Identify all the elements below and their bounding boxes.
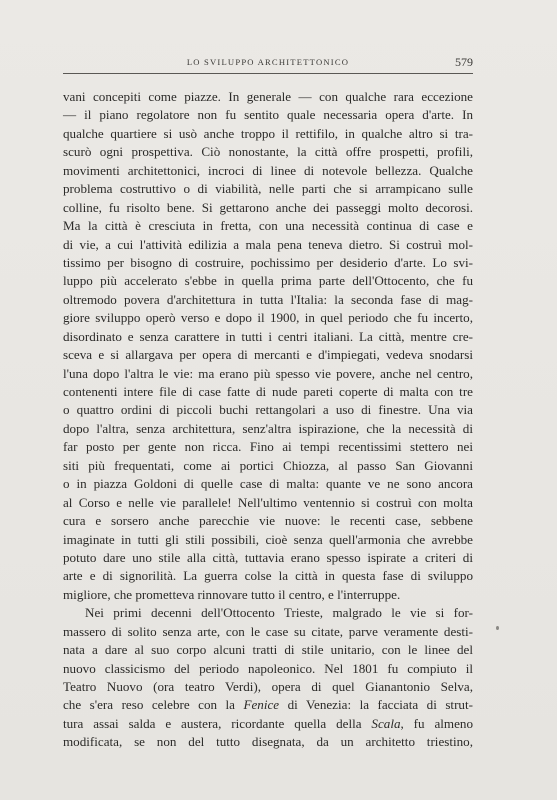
italic-title-scala: Scala bbox=[371, 715, 401, 731]
page-header bbox=[63, 57, 473, 73]
text-line: giore sviluppo operò verso e dopo il 1900, in quel periodo che fu incerto, bbox=[63, 310, 473, 326]
text-fragment: tura assai salda e austera, ricordante quella della bbox=[63, 715, 372, 731]
text-line: siti più frequentati, come ai portici Chiozza, al passo San Giovanni bbox=[63, 457, 473, 473]
text-line: colline, fu risolto bene. Si gettarono anche dei passeggi molto decorosi. bbox=[63, 199, 473, 215]
text-line: tissimo per bisogno di costruire, pochissimo per desiderio d'arte. Lo svi- bbox=[63, 254, 473, 270]
text-fragment: , fu almeno bbox=[400, 715, 473, 731]
text-line-fenice bbox=[63, 696, 473, 714]
page-number: 579 bbox=[455, 55, 473, 69]
paper-speck bbox=[496, 626, 499, 630]
text-line: movimenti architettonici, incroci di linee di notevole bellezza. Qualche bbox=[63, 162, 473, 178]
text-line: — il piano regolatore non fu sentito quale necessaria opera d'arte. In bbox=[63, 107, 473, 123]
text-line: imaginate in tutti gli stili possibili, cioè senza quell'armonia che avrebbe bbox=[63, 531, 473, 547]
text-line: modificata, se non del tutto disegnata, da un architetto triestino, bbox=[63, 734, 473, 750]
text-line: contenenti intere file di case fatte di nude pareti coperte di malta con tre bbox=[63, 384, 473, 399]
text-line: sceva e si allargava per opera di mercanti e d'impiegati, vedeva snodarsi bbox=[63, 347, 473, 363]
header-rule bbox=[63, 73, 473, 74]
text-line: disordinato e senza carattere in tutti i centri italiani. La città, mentre cre- bbox=[63, 328, 473, 344]
text-line: dopo l'altra, senza architettura, senz'altra ispirazione, che la necessità di bbox=[63, 420, 473, 436]
text-line: scurò ogni prospettiva. Ciò nonostante, la città offre prospetti, profili, bbox=[63, 144, 473, 160]
body-text bbox=[63, 88, 473, 752]
text-line: di vie, a cui l'attività edilizia a mala pena teneva dietro. Si costruì mol- bbox=[63, 236, 473, 252]
text-fragment: che s'era reso celebre con la bbox=[63, 697, 244, 713]
text-line: far posto per gente non ricca. Fino ai tempi recentissimi stettero nei bbox=[63, 439, 473, 455]
text-line: oltremodo povera d'architettura in tutta l'Italia: la seconda fase di mag- bbox=[63, 291, 473, 307]
running-title: LO SVILUPPO ARCHITETTONICO bbox=[186, 57, 350, 67]
text-line: massero di solito senza arte, con le case su citate, parve veramente desti- bbox=[63, 623, 473, 639]
text-line: qualche quartiere si usò anche troppo il rettifilo, in qualche altro si tra- bbox=[63, 125, 473, 141]
text-line: cura e sorsero anche parecchie vie nuove: le recenti case, sebbene bbox=[63, 513, 473, 529]
text-line: luppo più accelerato s'ebbe in quella prima parte dell'Ottocento, che fu bbox=[63, 273, 473, 289]
text-line: nata a dare al suo corpo alcuni tratti di stile unitario, con le linee del bbox=[63, 642, 473, 658]
text-line: nuovo classicismo del periodo napoleonico. Nel 1801 fu compiuto il bbox=[63, 660, 473, 676]
paragraph-2 bbox=[63, 604, 473, 752]
text-line: migliore, che prometteva rinnovare tutto il centro, e l'interruppe. bbox=[63, 586, 401, 602]
text-line: vani concepiti come piazze. In generale — con qualche rara eccezione bbox=[63, 89, 473, 104]
text-line: Ma la città è cresciuta in fretta, con una necessità continua di case e bbox=[63, 218, 473, 234]
italic-title-fenice: Fenice bbox=[243, 697, 280, 713]
text-line: problema costruttivo o di viabilità, nelle parti che si arrampicano sulle bbox=[63, 181, 473, 197]
paragraph-1 bbox=[63, 88, 473, 604]
text-line: Teatro Nuovo (ora teatro Verdi), opera di quel Gianantonio Selva, bbox=[63, 679, 473, 694]
text-line-scala bbox=[63, 715, 473, 733]
text-line: potuto dare uno stile alla città, tuttavia erano spesso ispirate a criteri di bbox=[63, 549, 473, 565]
text-fragment: di Venezia: la facciata di strut- bbox=[279, 697, 473, 713]
text-line: l'una dopo l'altra le vie: ma erano più spesso vie povere, anche nel centro, bbox=[63, 365, 473, 381]
text-line: Nei primi decenni dell'Ottocento Trieste, malgrado le vie si for- bbox=[85, 605, 473, 621]
text-line: o in piazza Goldoni di quelle case di malta: quante ve ne sono ancora bbox=[63, 476, 473, 492]
text-line: al Corso e nelle vie parallele! Nell'ultimo ventennio si costruì con molta bbox=[63, 494, 473, 510]
text-line: arte e di signorilità. La guerra colse la città in questa fase di sviluppo bbox=[63, 568, 473, 584]
text-line: o quattro ordini di piccoli buchi rettangolari a uso di finestre. Una via bbox=[63, 402, 473, 418]
